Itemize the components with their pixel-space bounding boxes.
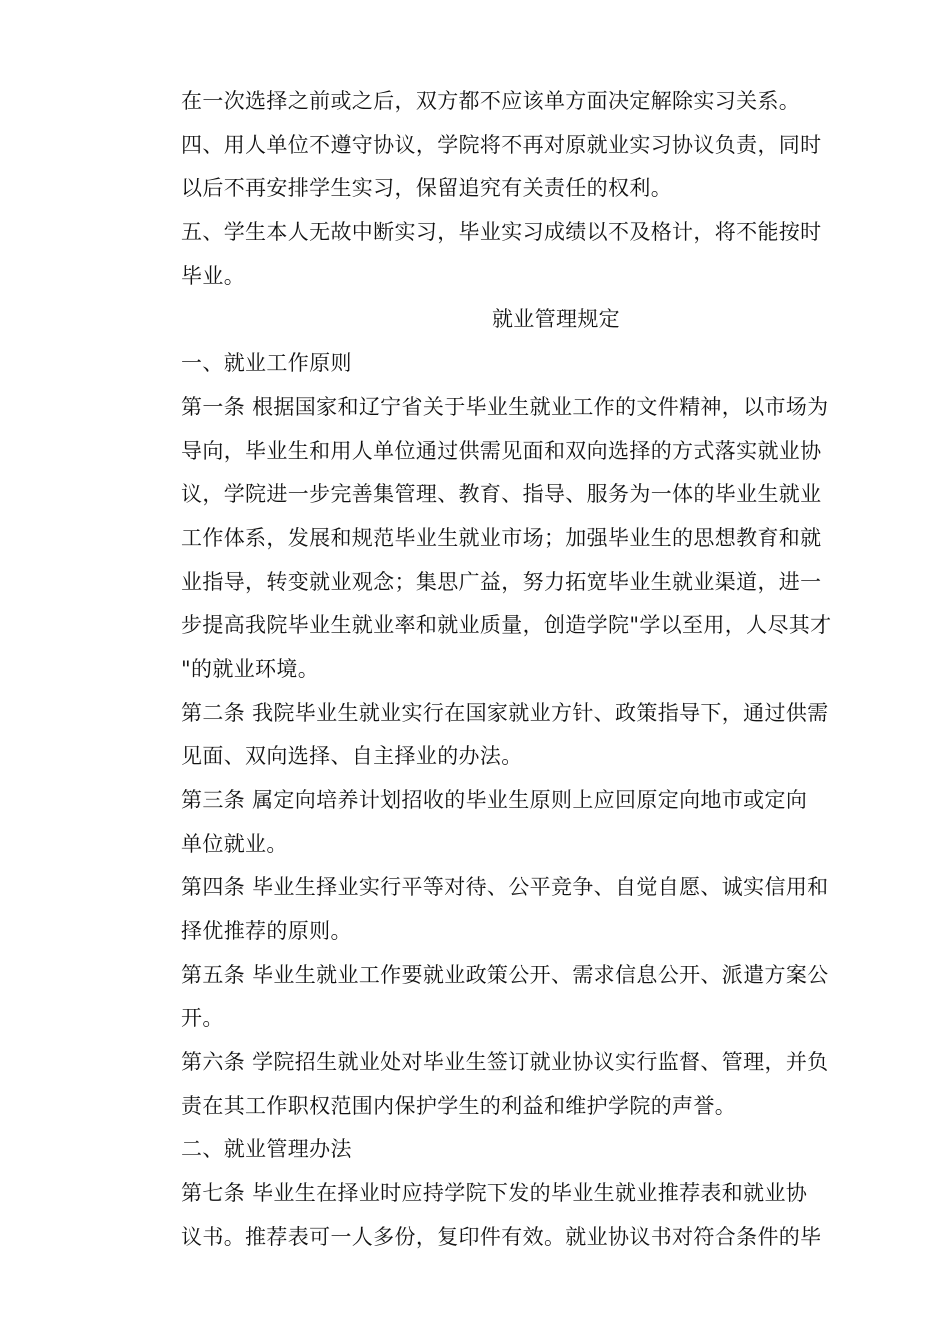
text-line: 五、学生本人无故中断实习，毕业实习成绩以不及格计，将不能按时 [181, 220, 822, 244]
section-title: 就业管理规定 [491, 307, 621, 331]
article-line: 第二条 我院毕业生就业实行在国家就业方针、政策指导下，通过供需 [181, 701, 829, 725]
article-line: 第七条 毕业生在择业时应持学院下发的毕业生就业推荐表和就业协 [181, 1181, 808, 1205]
article-line: 第三条 属定向培养计划招收的毕业生原则上应回原定向地市或定向 [181, 788, 808, 812]
text-line: 在一次选择之前或之后，双方都不应该单方面决定解除实习关系。 [181, 89, 801, 113]
article-line: 第五条 毕业生就业工作要就业政策公开、需求信息公开、派遣方案公 [181, 963, 829, 987]
article-line: 第四条 毕业生择业实行平等对待、公平竞争、自觉自愿、诚实信用和 [181, 875, 829, 899]
text-line: "的就业环境。 [181, 657, 320, 681]
text-line: 单位就业。 [181, 832, 288, 856]
text-line: 择优推荐的原则。 [181, 919, 352, 943]
article-line: 第一条 根据国家和辽宁省关于毕业生就业工作的文件精神，以市场为 [181, 395, 829, 419]
text-line: 责在其工作职权范围内保护学生的利益和维护学院的声誉。 [181, 1094, 737, 1118]
text-line: 四、用人单位不遵守协议，学院将不再对原就业实习协议负责，同时 [181, 133, 822, 157]
text-line: 议书。推荐表可一人多份，复印件有效。就业协议书对符合条件的毕 [181, 1225, 822, 1249]
section-heading: 二、就业管理办法 [181, 1137, 352, 1161]
text-line: 毕业。 [181, 264, 246, 288]
article-line: 第六条 学院招生就业处对毕业生签订就业协议实行监督、管理，并负 [181, 1050, 829, 1074]
text-line: 业指导，转变就业观念；集思广益，努力拓宽毕业生就业渠道，进一 [181, 570, 822, 594]
text-line: 见面、双向选择、自主择业的办法。 [181, 744, 523, 768]
text-line: 以后不再安排学生实习，保留追究有关责任的权利。 [181, 176, 673, 200]
section-heading: 一、就业工作原则 [181, 351, 352, 375]
text-line: 开。 [181, 1006, 224, 1030]
text-line: 工作体系，发展和规范毕业生就业市场；加强毕业生的思想教育和就 [181, 526, 822, 550]
text-line: 议，学院进一步完善集管理、教育、指导、服务为一体的毕业生就业 [181, 482, 822, 506]
text-line: 步提高我院毕业生就业率和就业质量，创造学院"学以至用，人尽其才 [181, 613, 832, 637]
text-line: 导向，毕业生和用人单位通过供需见面和双向选择的方式落实就业协 [181, 439, 822, 463]
